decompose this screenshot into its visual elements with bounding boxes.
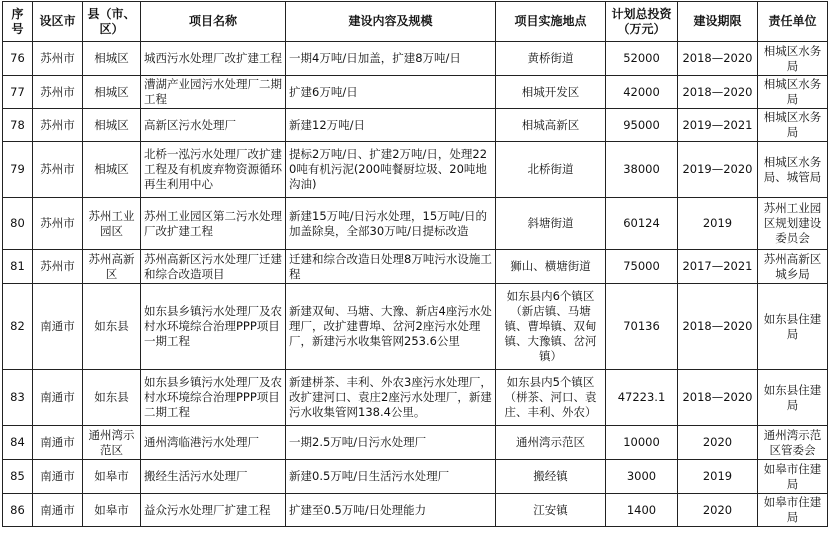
cell-content: 一期4万吨/日加盖，扩建8万吨/日 <box>286 42 496 76</box>
cell-investment: 47223.1 <box>606 370 678 426</box>
cell-investment: 38000 <box>606 142 678 198</box>
cell-content: 新建0.5万吨/日生活污水处理厂 <box>286 460 496 494</box>
cell-content: 新建栟茶、丰利、外农3座污水处理厂，改扩建河口、袁庄2座污水处理厂，新建污水收集管网138.4公里。 <box>286 370 496 426</box>
cell-project-name: 苏州高新区污水处理厂迁建和综合改造项目 <box>141 250 286 284</box>
cell-county: 相城区 <box>83 42 141 76</box>
cell-site: 狮山、横塘街道 <box>496 250 606 284</box>
table-row <box>3 250 828 284</box>
cell-period: 2019—2020 <box>678 142 758 198</box>
cell-site: 相城高新区 <box>496 109 606 142</box>
cell-project-name: 益众污水处理厂扩建工程 <box>141 494 286 527</box>
table-row <box>3 76 828 109</box>
cell-site: 北桥街道 <box>496 142 606 198</box>
cell-city: 苏州市 <box>33 109 83 142</box>
cell-unit: 苏州工业园区规划建设委员会 <box>758 198 828 250</box>
header-city: 设区市 <box>33 2 83 42</box>
cell-project-name: 北桥一泓污水处理厂改扩建工程及有机废弃物资源循环再生利用中心 <box>141 142 286 198</box>
cell-no: 79 <box>3 142 33 198</box>
cell-content: 一期2.5万吨/日污水处理厂 <box>286 426 496 460</box>
cell-investment: 75000 <box>606 250 678 284</box>
cell-period: 2019 <box>678 198 758 250</box>
table-row <box>3 42 828 76</box>
header-no: 序号 <box>3 2 33 42</box>
cell-unit: 如皋市住建局 <box>758 460 828 494</box>
cell-unit: 如皋市住建局 <box>758 494 828 527</box>
header-period: 建设期限 <box>678 2 758 42</box>
cell-investment: 1400 <box>606 494 678 527</box>
cell-no: 84 <box>3 426 33 460</box>
cell-city: 南通市 <box>33 284 83 370</box>
cell-no: 78 <box>3 109 33 142</box>
cell-site: 黄桥街道 <box>496 42 606 76</box>
cell-unit: 相城区水务局、城管局 <box>758 142 828 198</box>
cell-county: 相城区 <box>83 76 141 109</box>
table-row <box>3 109 828 142</box>
cell-city: 南通市 <box>33 426 83 460</box>
cell-unit: 通州湾示范区管委会 <box>758 426 828 460</box>
cell-period: 2019 <box>678 460 758 494</box>
cell-county: 相城区 <box>83 142 141 198</box>
table-header-row <box>3 2 828 42</box>
cell-no: 82 <box>3 284 33 370</box>
cell-investment: 70136 <box>606 284 678 370</box>
cell-project-name: 漕湖产业园污水处理厂二期工程 <box>141 76 286 109</box>
cell-period: 2018—2020 <box>678 370 758 426</box>
cell-content: 新建12万吨/日 <box>286 109 496 142</box>
cell-no: 80 <box>3 198 33 250</box>
header-content: 建设内容及规模 <box>286 2 496 42</box>
cell-no: 85 <box>3 460 33 494</box>
header-project-name: 项目名称 <box>141 2 286 42</box>
cell-city: 苏州市 <box>33 250 83 284</box>
cell-investment: 3000 <box>606 460 678 494</box>
cell-project-name: 如东县乡镇污水处理厂及农村水环境综合治理PPP项目一期工程 <box>141 284 286 370</box>
cell-city: 南通市 <box>33 460 83 494</box>
cell-no: 81 <box>3 250 33 284</box>
cell-county: 苏州工业园区 <box>83 198 141 250</box>
header-unit: 责任单位 <box>758 2 828 42</box>
table-row <box>3 494 828 527</box>
cell-investment: 42000 <box>606 76 678 109</box>
cell-period: 2020 <box>678 494 758 527</box>
table-row <box>3 198 828 250</box>
cell-project-name: 搬经生活污水处理厂 <box>141 460 286 494</box>
cell-no: 86 <box>3 494 33 527</box>
table-row <box>3 370 828 426</box>
cell-county: 如东县 <box>83 284 141 370</box>
cell-project-name: 城西污水处理厂改扩建工程 <box>141 42 286 76</box>
cell-site: 如东县内5个镇区（栟茶、河口、袁庄、丰利、外农） <box>496 370 606 426</box>
cell-city: 南通市 <box>33 370 83 426</box>
cell-project-name: 高新区污水处理厂 <box>141 109 286 142</box>
cell-city: 苏州市 <box>33 42 83 76</box>
cell-investment: 10000 <box>606 426 678 460</box>
table-row <box>3 460 828 494</box>
cell-content: 扩建至0.5万吨/日处理能力 <box>286 494 496 527</box>
cell-unit: 相城区水务局 <box>758 76 828 109</box>
cell-unit: 如东县住建局 <box>758 284 828 370</box>
cell-period: 2018—2020 <box>678 42 758 76</box>
cell-unit: 相城区水务局 <box>758 109 828 142</box>
cell-period: 2018—2020 <box>678 284 758 370</box>
table-row <box>3 284 828 370</box>
cell-site: 江安镇 <box>496 494 606 527</box>
cell-no: 76 <box>3 42 33 76</box>
cell-county: 如东县 <box>83 370 141 426</box>
cell-site: 搬经镇 <box>496 460 606 494</box>
cell-unit: 如东县住建局 <box>758 370 828 426</box>
cell-city: 苏州市 <box>33 76 83 109</box>
cell-investment: 95000 <box>606 109 678 142</box>
cell-county: 相城区 <box>83 109 141 142</box>
cell-period: 2020 <box>678 426 758 460</box>
cell-project-name: 如东县乡镇污水处理厂及农村水环境综合治理PPP项目二期工程 <box>141 370 286 426</box>
cell-period: 2019—2021 <box>678 109 758 142</box>
cell-unit: 相城区水务局 <box>758 42 828 76</box>
cell-content: 提标2万吨/日、扩建2万吨/日，处理220吨有机污泥(200吨餐厨垃圾、20吨地沟油) <box>286 142 496 198</box>
cell-city: 苏州市 <box>33 142 83 198</box>
cell-site: 如东县内6个镇区（新店镇、马塘镇、曹埠镇、双甸镇、大豫镇、岔河镇） <box>496 284 606 370</box>
header-investment: 计划总投资（万元） <box>606 2 678 42</box>
cell-city: 苏州市 <box>33 198 83 250</box>
cell-period: 2018—2020 <box>678 76 758 109</box>
table-row <box>3 426 828 460</box>
cell-site: 斜塘街道 <box>496 198 606 250</box>
cell-content: 新建15万吨/日污水处理，15万吨/日的加盖除臭，全部30万吨/日提标改造 <box>286 198 496 250</box>
cell-site: 相城开发区 <box>496 76 606 109</box>
cell-investment: 52000 <box>606 42 678 76</box>
cell-project-name: 通州湾临港污水处理厂 <box>141 426 286 460</box>
cell-no: 83 <box>3 370 33 426</box>
header-site: 项目实施地点 <box>496 2 606 42</box>
table-row <box>3 142 828 198</box>
cell-period: 2017—2021 <box>678 250 758 284</box>
header-county: 县（市、区） <box>83 2 141 42</box>
cell-city: 南通市 <box>33 494 83 527</box>
cell-county: 如皋市 <box>83 460 141 494</box>
cell-unit: 苏州高新区城乡局 <box>758 250 828 284</box>
cell-content: 扩建6万吨/日 <box>286 76 496 109</box>
cell-county: 通州湾示范区 <box>83 426 141 460</box>
cell-investment: 60124 <box>606 198 678 250</box>
project-table <box>2 1 828 527</box>
cell-site: 通州湾示范区 <box>496 426 606 460</box>
cell-project-name: 苏州工业园区第二污水处理厂改扩建工程 <box>141 198 286 250</box>
cell-county: 苏州高新区 <box>83 250 141 284</box>
cell-content: 迁建和综合改造日处理8万吨污水设施工程 <box>286 250 496 284</box>
cell-county: 如皋市 <box>83 494 141 527</box>
cell-no: 77 <box>3 76 33 109</box>
cell-content: 新建双甸、马塘、大豫、新店4座污水处理厂，改扩建曹埠、岔河2座污水处理厂，新建污水收集管网253.6公里 <box>286 284 496 370</box>
